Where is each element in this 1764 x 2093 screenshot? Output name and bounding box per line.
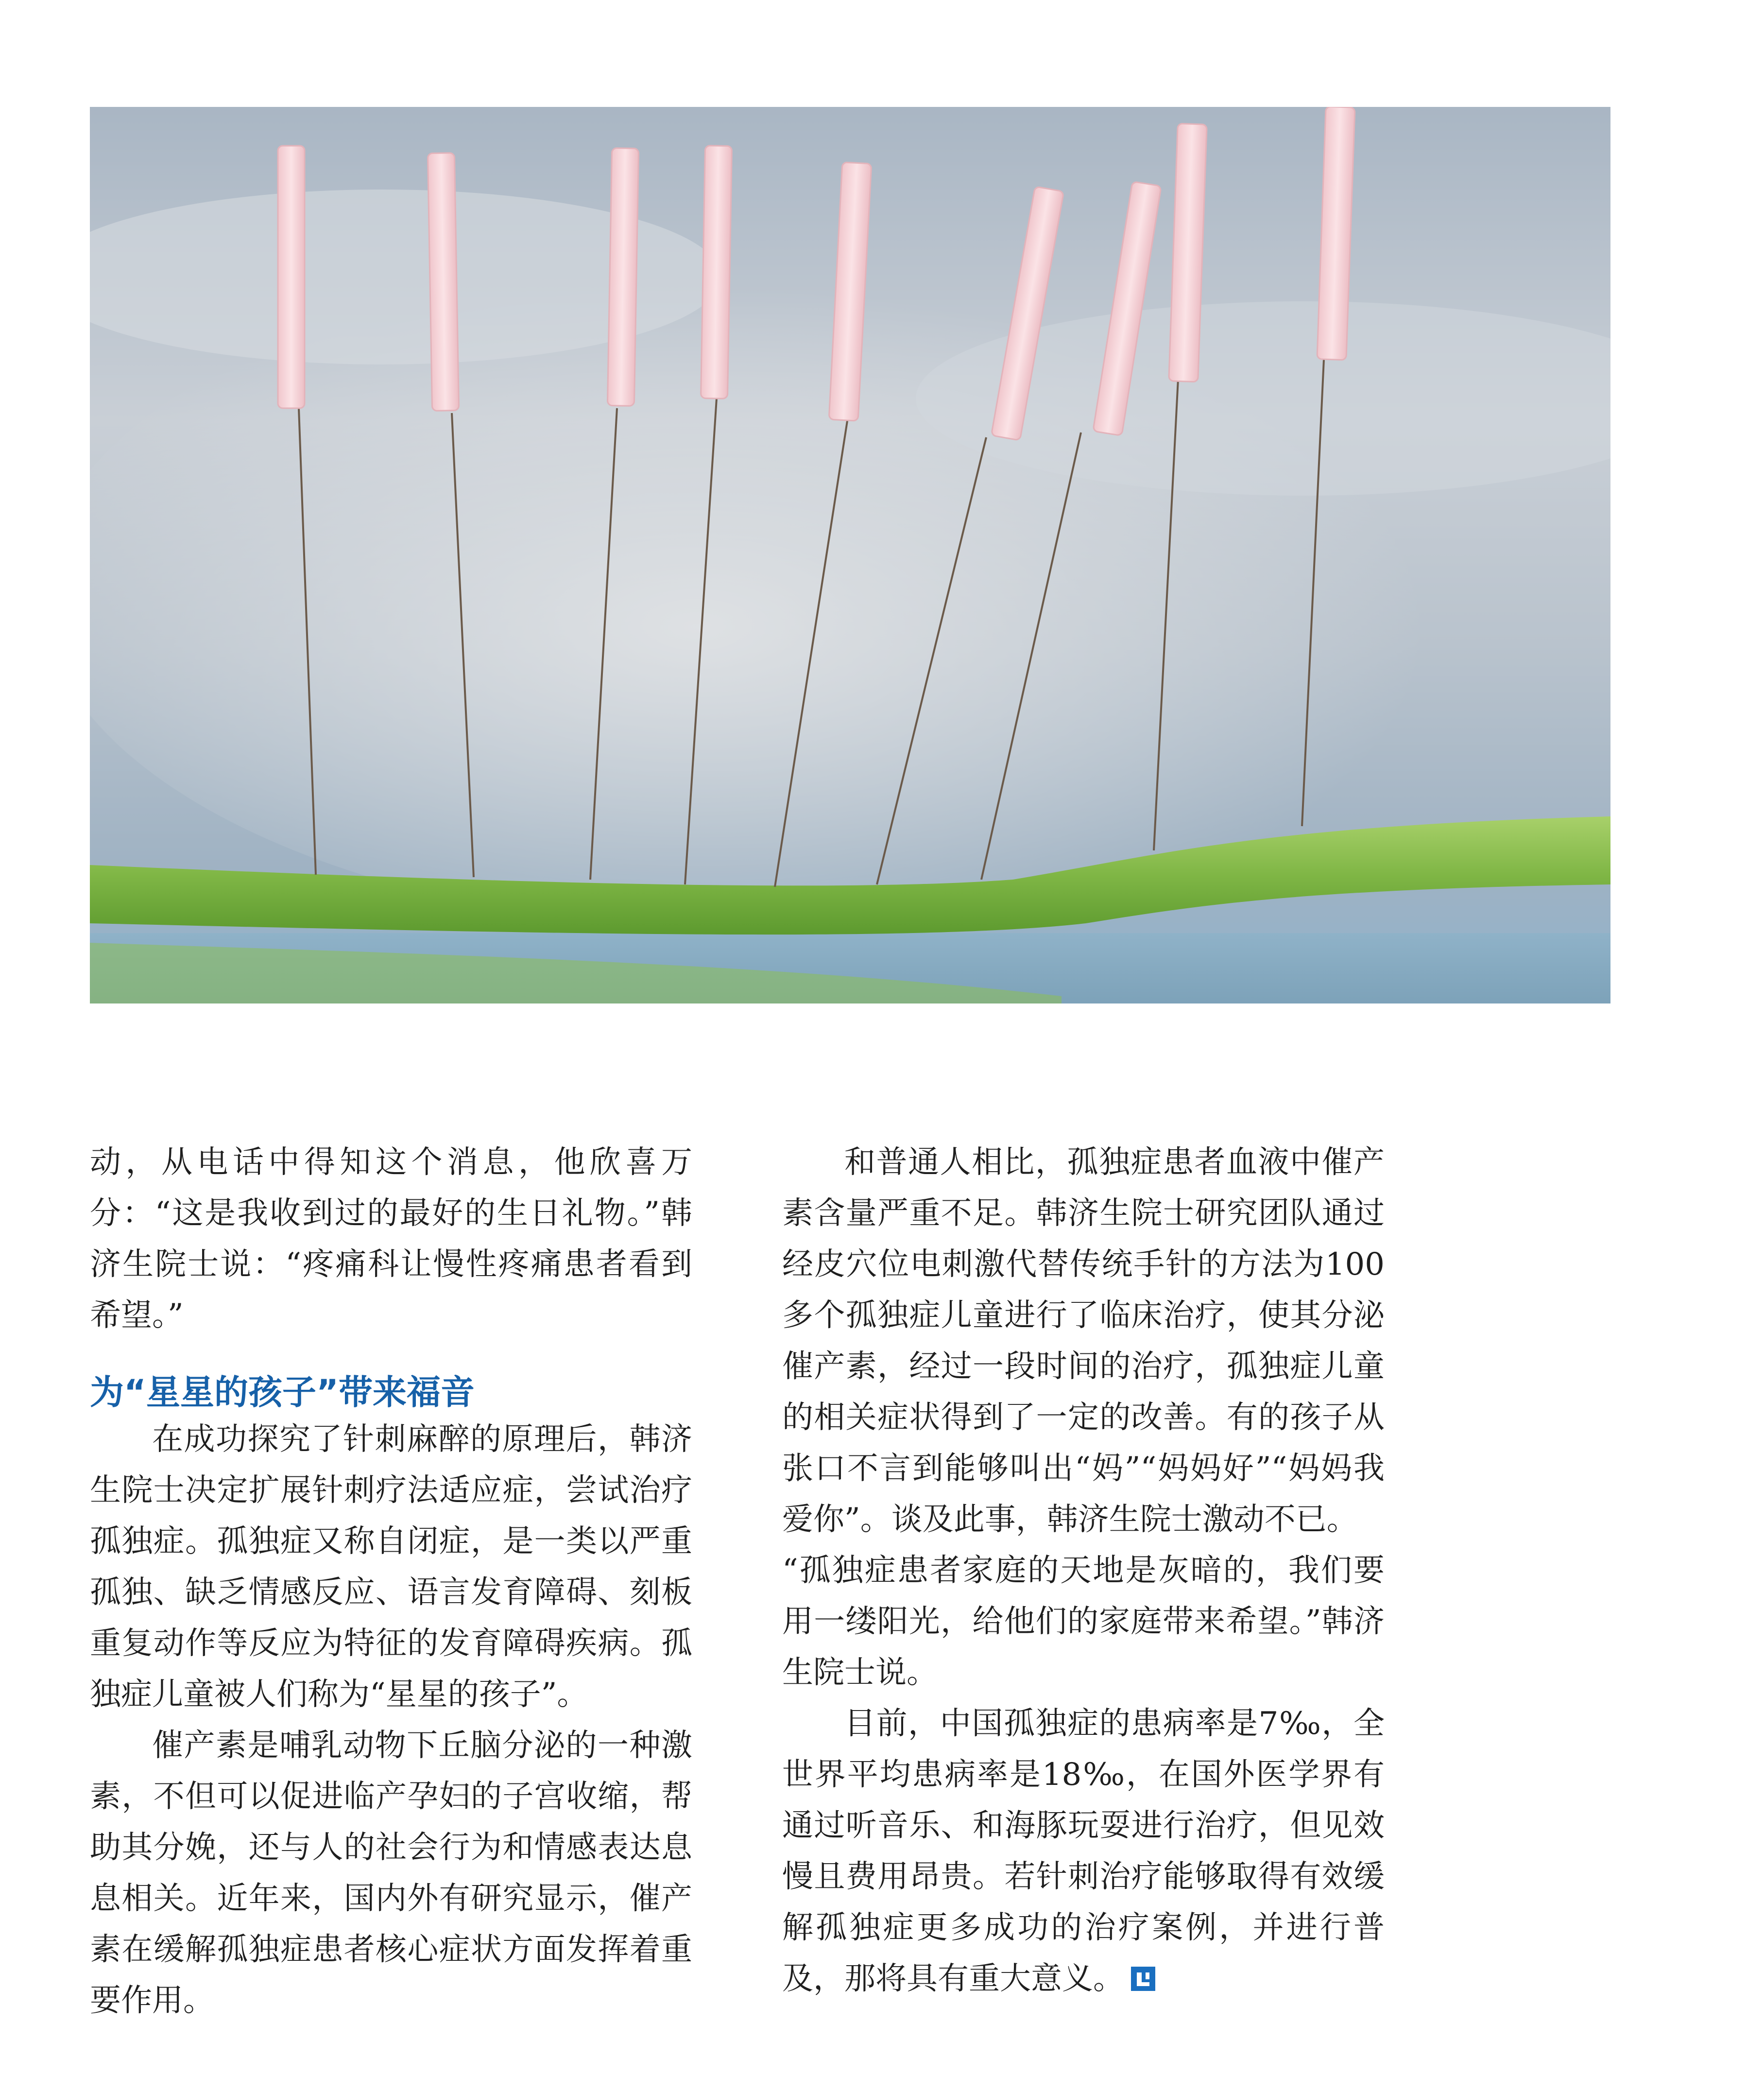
paragraph: 和普通人相比，孤独症患者血液中催产素含量严重不足。韩济生院士研究团队通过经皮穴位电刺激代替传统手针的方法为100多个孤独症儿童进行了临床治疗，使其分泌催产素，经过一段时间的治疗，孤独症儿童的相关症状得到了一定的改善。有的孩子从张口不言到能够叫出“妈”“妈妈好”“妈妈我爱你”。谈及此事，韩济生院士激动不已。 bbox=[782, 1144, 1385, 1538]
acupuncture-photo bbox=[90, 107, 1610, 1003]
section-heading: 为“星星的孩子”带来福音 bbox=[90, 1372, 475, 1412]
left-column bbox=[90, 1137, 692, 2026]
paragraph: 在成功探究了针刺麻醉的原理后，韩济生院士决定扩展针刺疗法适应症，尝试治疗孤独症。孤独症又称自闭症，是一类以严重孤独、缺乏情感反应、语言发育障碍、刻板重复动作等反应为特征的发育障碍疾病。孤独症儿童被人们称为“星星的孩子”。 bbox=[90, 1421, 692, 1712]
paragraph-final-text: 目前，中国孤独症的患病率是7‰，全世界平均患病率是18‰，在国外医学界有通过听音乐、和海豚玩耍进行治疗，但见效慢且费用昂贵。若针刺治疗能够取得有效缓解孤独症更多成功的治疗案例，并进行普及，那将具有重大意义。 bbox=[782, 1706, 1385, 1997]
right-column bbox=[782, 1137, 1385, 2005]
end-of-article-icon bbox=[1131, 1967, 1155, 1991]
acupuncture-needles-image bbox=[90, 107, 1610, 1003]
paragraph-continuation: 动，从电话中得知这个消息，他欣喜万分：“这是我收到过的最好的生日礼物。”韩济生院士说：“疼痛科让慢性疼痛患者看到希望。” bbox=[90, 1144, 692, 1333]
paragraph-final bbox=[782, 1698, 1385, 2005]
paragraph-quote: “孤独症患者家庭的天地是灰暗的，我们要用一缕阳光，给他们的家庭带来希望。”韩济生院士说。 bbox=[782, 1553, 1385, 1691]
paragraph: 催产素是哺乳动物下丘脑分泌的一种激素，不但可以促进临产孕妇的子宫收缩，帮助其分娩，还与人的社会行为和情感表达息息相关。近年来，国内外有研究显示，催产素在缓解孤独症患者核心症状方面发挥着重要作用。 bbox=[90, 1728, 692, 2019]
